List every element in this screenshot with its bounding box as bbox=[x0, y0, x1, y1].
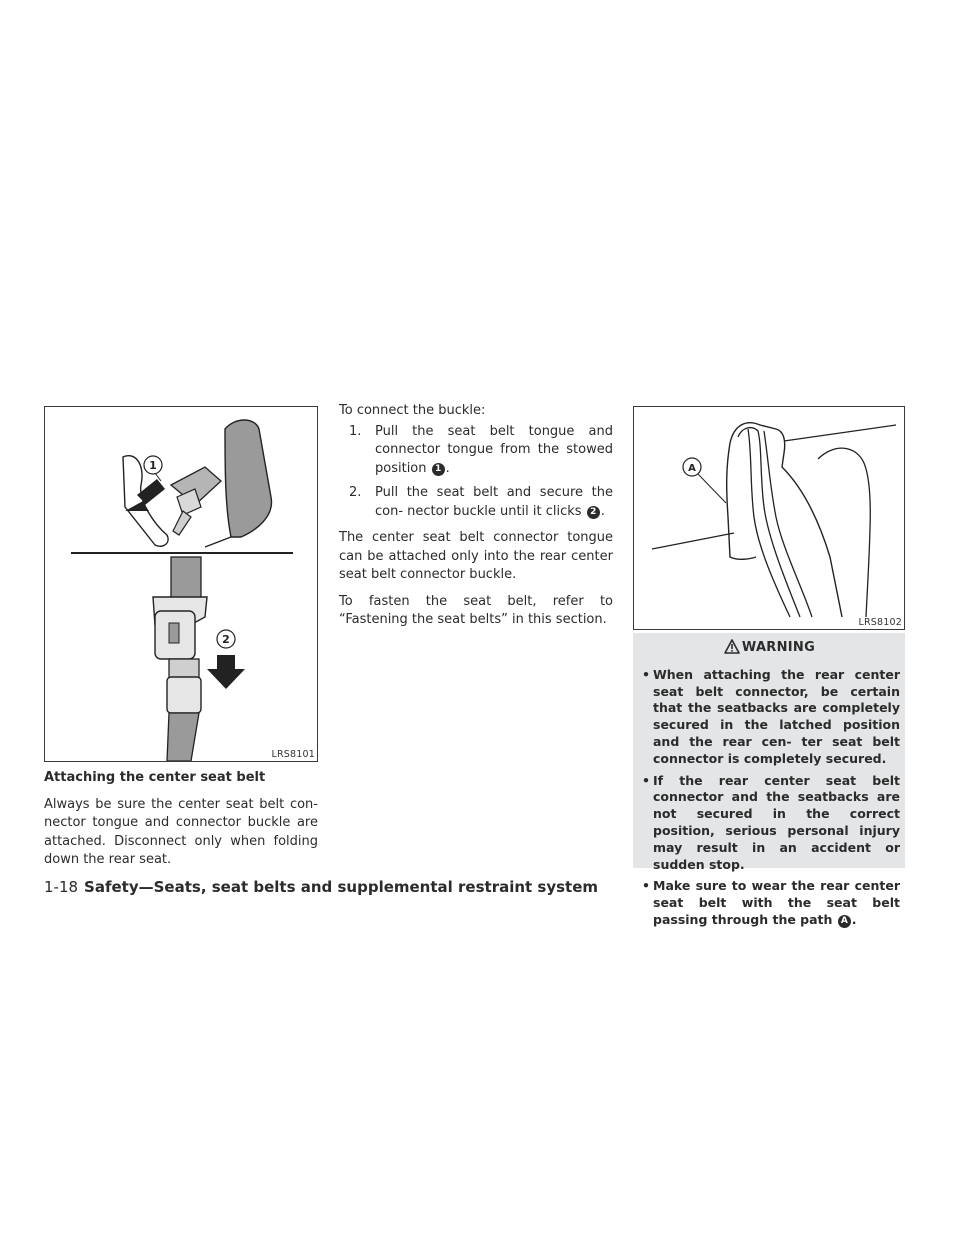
intro-text: To connect the buckle: bbox=[339, 403, 486, 418]
figure-rear-center-seat bbox=[633, 406, 905, 630]
bullet: • bbox=[642, 878, 650, 894]
rear-seat-illustration bbox=[634, 407, 904, 629]
page-footer bbox=[44, 878, 598, 896]
callout-1: 1 bbox=[149, 459, 157, 472]
left-column bbox=[44, 769, 318, 878]
callout-2: 2 bbox=[222, 633, 230, 646]
callout-marker-1: 1 bbox=[432, 463, 445, 476]
figure-seat-belt-connector bbox=[44, 406, 318, 762]
warning-item-end: . bbox=[851, 911, 857, 927]
list-item bbox=[339, 423, 613, 479]
warning-list bbox=[639, 667, 900, 929]
step-number: 1. bbox=[349, 423, 362, 439]
step-end: . bbox=[445, 460, 450, 476]
warning-item-text: If the rear center seat belt connector and the seatbacks are not secured in the correct position, serious personal injury may result in an accident or sudden stop. bbox=[653, 772, 900, 872]
figure-id: LRS8101 bbox=[271, 749, 315, 760]
step-text: Pull the seat belt tongue and connector tongue from the stowed position bbox=[375, 423, 613, 476]
warning-item-text: Make sure to wear the rear center seat belt with the seat belt passing through the path bbox=[653, 878, 900, 927]
step-end: . bbox=[600, 503, 605, 519]
bullet: • bbox=[642, 666, 650, 682]
list-item bbox=[639, 773, 900, 874]
body-paragraph: Always be sure the center seat belt con- nector tongue and connector buckle are attached. Disconnect only when folding down the rear seat. bbox=[44, 796, 318, 867]
warning-box bbox=[633, 633, 905, 927]
warning-title-text: WARNING bbox=[741, 640, 816, 655]
callout-marker-2: 2 bbox=[587, 506, 600, 519]
figure-caption: Attaching the center seat belt bbox=[44, 770, 266, 785]
figure-id: LRS8102 bbox=[858, 617, 902, 628]
body-paragraph: The center seat belt connector tongue can be attached only into the rear center seat belt connector buckle. bbox=[339, 530, 613, 582]
warning-item-text: When attaching the rear center seat belt connector, be certain that the seatbacks are completely secured in the latched position and the rear cen- ter seat belt connector is completely secured. bbox=[653, 666, 900, 766]
section-title: Safety—Seats, seat belts and supplemental restraint system bbox=[84, 878, 599, 896]
step-list bbox=[339, 423, 613, 522]
step-number: 2. bbox=[349, 485, 362, 500]
warning-triangle-icon bbox=[724, 639, 740, 654]
list-item bbox=[339, 484, 613, 521]
callout-marker-a: A bbox=[838, 915, 851, 928]
middle-column bbox=[339, 402, 613, 638]
body-paragraph: To fasten the seat belt, refer to “Fastening the seat belts” in this section. bbox=[339, 593, 613, 627]
step-text: Pull the seat belt and secure the con- nector buckle until it clicks bbox=[375, 485, 613, 519]
seat-belt-connector-illustration bbox=[45, 407, 317, 761]
callout-a: A bbox=[688, 463, 696, 474]
page-number: 1-18 bbox=[44, 878, 79, 896]
list-item bbox=[639, 667, 900, 768]
bullet: • bbox=[642, 772, 650, 788]
list-item bbox=[639, 878, 900, 928]
warning-title bbox=[639, 639, 900, 657]
